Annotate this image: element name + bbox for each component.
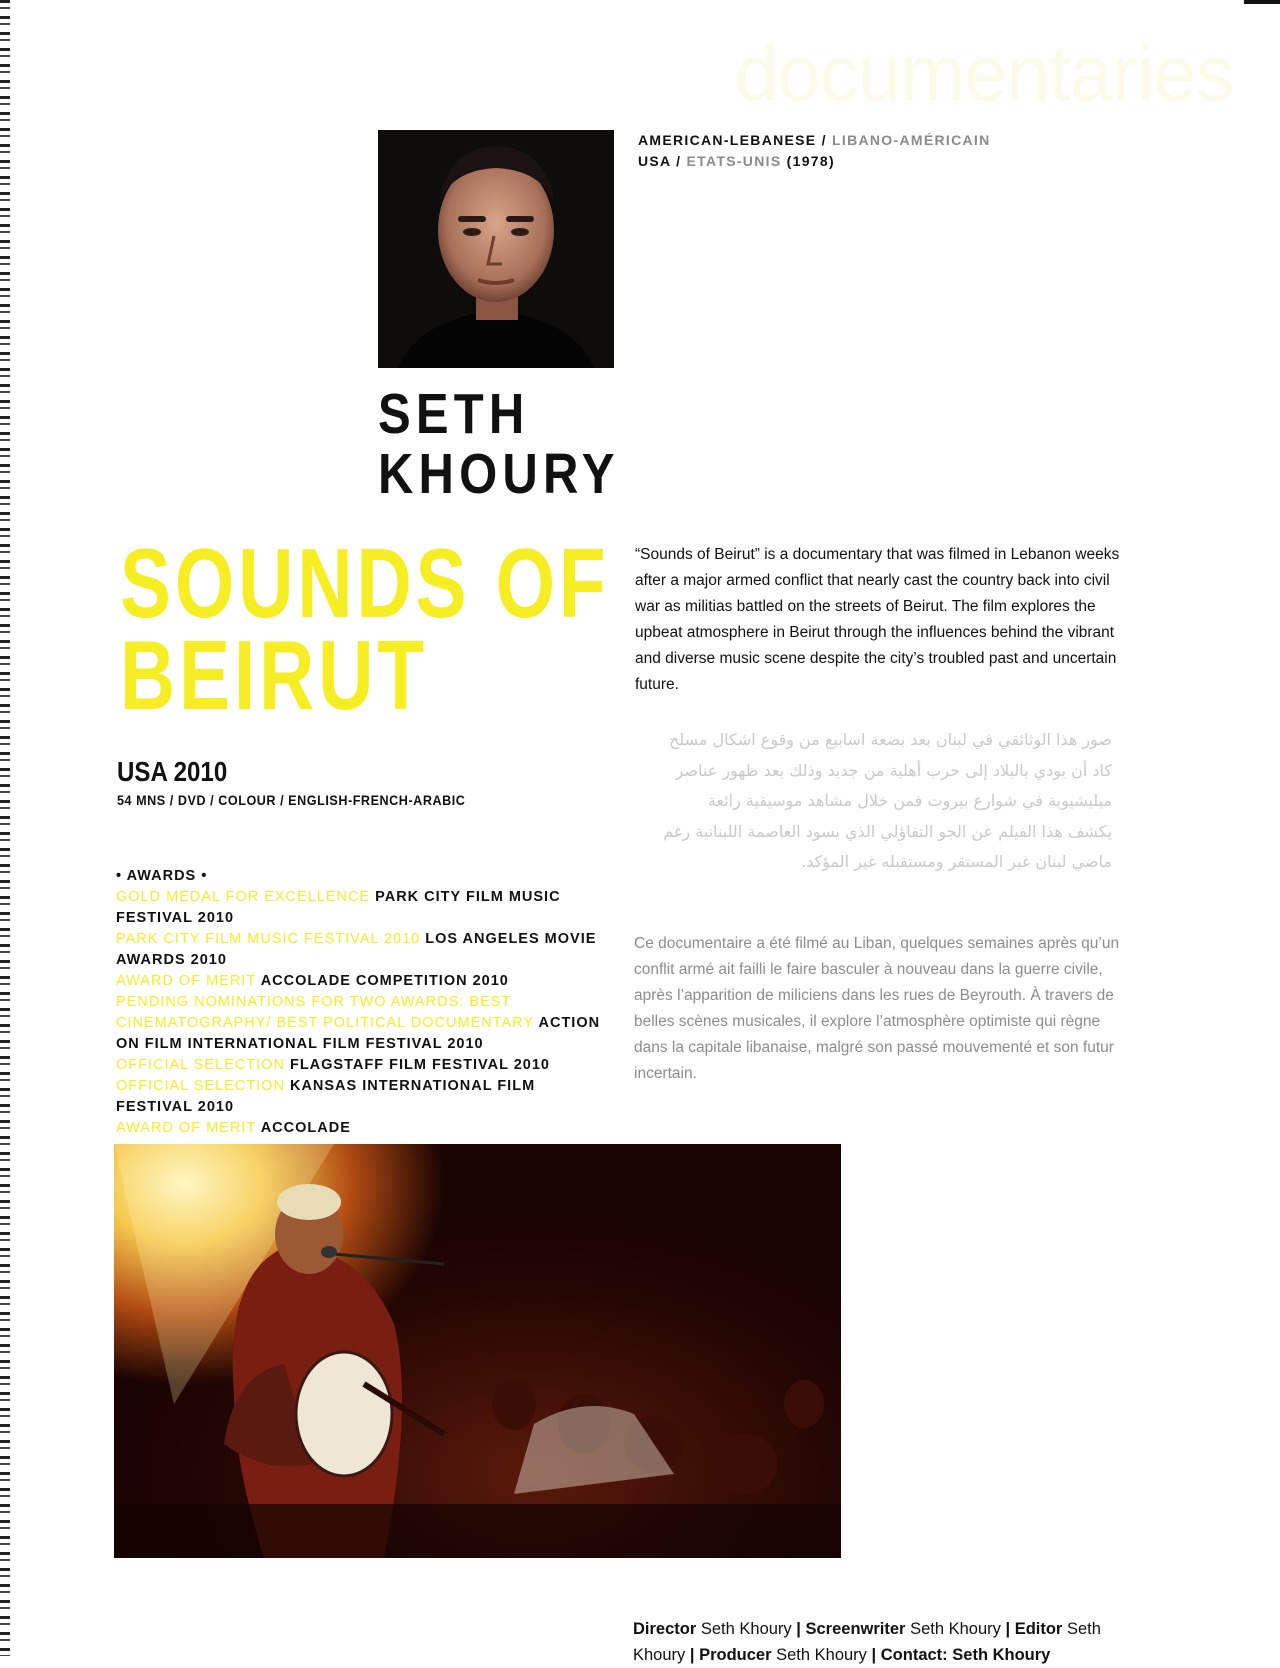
award-item: [116, 992, 616, 1055]
director-name-line1: SETH: [378, 382, 530, 446]
synopsis-english: “Sounds of Beirut” is a documentary that was filmed in Lebanon weeks after a major armed conflict that nearly cast the country back into civil war as militias battled on the streets of Beirut. The film explores the upbeat atmosphere in Beirut through the influences behind the vibrant and diverse music scene despite the city’s troubled past and uncertain future.: [635, 546, 1120, 693]
credit-role: Editor: [1014, 1620, 1063, 1638]
country-line: USA / ETATS-UNIS (1978): [638, 153, 835, 169]
corner-mark: [1244, 0, 1280, 4]
credit-value: Seth Khoury: [700, 1620, 792, 1638]
award-event: FLAGSTAFF FILM FESTIVAL 2010: [289, 1057, 550, 1073]
award-label: AWARD OF MERIT: [116, 1120, 257, 1136]
nationality-fr: LIBANO-AMÉRICAIN: [832, 132, 991, 148]
award-item: [116, 1055, 616, 1076]
credit-value: Seth Khoury: [633, 1620, 1101, 1664]
credit-role: Director: [633, 1620, 697, 1638]
credit-role: Contact:: [880, 1646, 948, 1664]
award-item: [116, 929, 616, 971]
section-tag: documentaries: [735, 29, 1234, 117]
credit-value: Seth Khoury: [952, 1646, 1051, 1664]
award-event: KANSAS INTERNATIONAL FILM FESTIVAL 2010: [116, 1078, 536, 1115]
credit-value: Seth Khoury: [776, 1646, 867, 1664]
award-label: OFFICIAL SELECTION: [116, 1057, 285, 1073]
concert-photo-illustration: [114, 1144, 841, 1558]
award-event: ACCOLADE COMPETITION 2010: [260, 973, 509, 989]
nationality-line: AMERICAN-LEBANESE / LIBANO-AMÉRICAIN: [638, 132, 991, 148]
nationality-en: AMERICAN-LEBANESE: [638, 132, 817, 148]
film-title-line1: SOUNDS OF: [120, 528, 610, 638]
country-en: USA: [638, 153, 671, 169]
credit-value: Seth Khoury: [910, 1620, 1001, 1638]
director-name-line2: KHOURY: [378, 442, 620, 506]
award-label: OFFICIAL SELECTION: [116, 1078, 285, 1094]
film-title: [120, 528, 610, 730]
awards-heading: • AWARDS •: [116, 868, 208, 884]
credit-role: Producer: [699, 1646, 772, 1664]
award-event: LOS ANGELES MOVIE AWARDS 2010: [116, 931, 597, 968]
film-title-line2: BEIRUT: [120, 620, 428, 730]
award-label: GOLD MEDAL FOR EXCELLENCE: [116, 889, 371, 905]
birth-year: (1978): [786, 153, 835, 169]
award-event: ACCOLADE: [260, 1120, 351, 1136]
synopsis-arabic: صور هذا الوثائقي في لبنان بعد بضعة اسابيع من وقوع اشكال مسلح كاد أن يودي بالبلاد إلى حرب أهلية من جديد وذلك بعد ظهور عناصر ميليشيوية في شوارع بيروت فمن خلال مشاهد موسيقية رائعة يكشف هذا الفيلم عن الجو التفاؤلي الذي يسود العاصمة اللبنانية رغم ماضي لبنان غير المستقر ومستقبله غير المؤكد.: [663, 730, 1112, 871]
film-credits: Director Seth Khoury | Screenwriter Seth Khoury | Editor Seth Khoury | Producer Seth Khoury | Contact: Seth Khoury: [633, 1620, 1101, 1664]
synopsis-french: Ce documentaire a été filmé au Liban, quelques semaines après qu’un conflit armé ait failli le faire basculer à nouveau dans la guerre civile, après l’apparition de miliciens dans les rues de Beyrouth. À travers de belles scènes musicales, il explore l’atmosphère optimiste qui règne dans la capitale libanaise, malgré son passé mouvementé et son futur incertain.: [634, 935, 1120, 1082]
award-event: PARK CITY FILM MUSIC FESTIVAL 2010: [116, 889, 561, 926]
award-item: [116, 1076, 616, 1118]
country-fr: ETATS-UNIS: [686, 153, 782, 169]
film-country-year: USA 2010: [117, 756, 228, 787]
award-label: PENDING NOMINATIONS FOR TWO AWARDS: BEST CINEMATOGRAPHY/ BEST POLITICAL DOCUMENTARY: [116, 994, 534, 1031]
award-label: PARK CITY FILM MUSIC FESTIVAL 2010: [116, 931, 421, 947]
award-event: ACTION ON FILM INTERNATIONAL FILM FESTIVAL 2010: [116, 1015, 601, 1052]
awards-section: [116, 866, 616, 1139]
film-specs: 54 MNS / DVD / COLOUR / ENGLISH-FRENCH-ARABIC: [117, 792, 466, 808]
award-item: [116, 971, 616, 992]
credit-role: Screenwriter: [805, 1620, 906, 1638]
award-item: [116, 1118, 616, 1139]
portrait-illustration: [378, 130, 614, 368]
award-label: AWARD OF MERIT: [116, 973, 257, 989]
director-origin: [638, 130, 991, 172]
director-portrait: [378, 130, 614, 368]
award-item: [116, 887, 616, 929]
scan-edge: [0, 0, 10, 1656]
director-name: [378, 384, 620, 504]
concert-photo: [114, 1144, 841, 1558]
